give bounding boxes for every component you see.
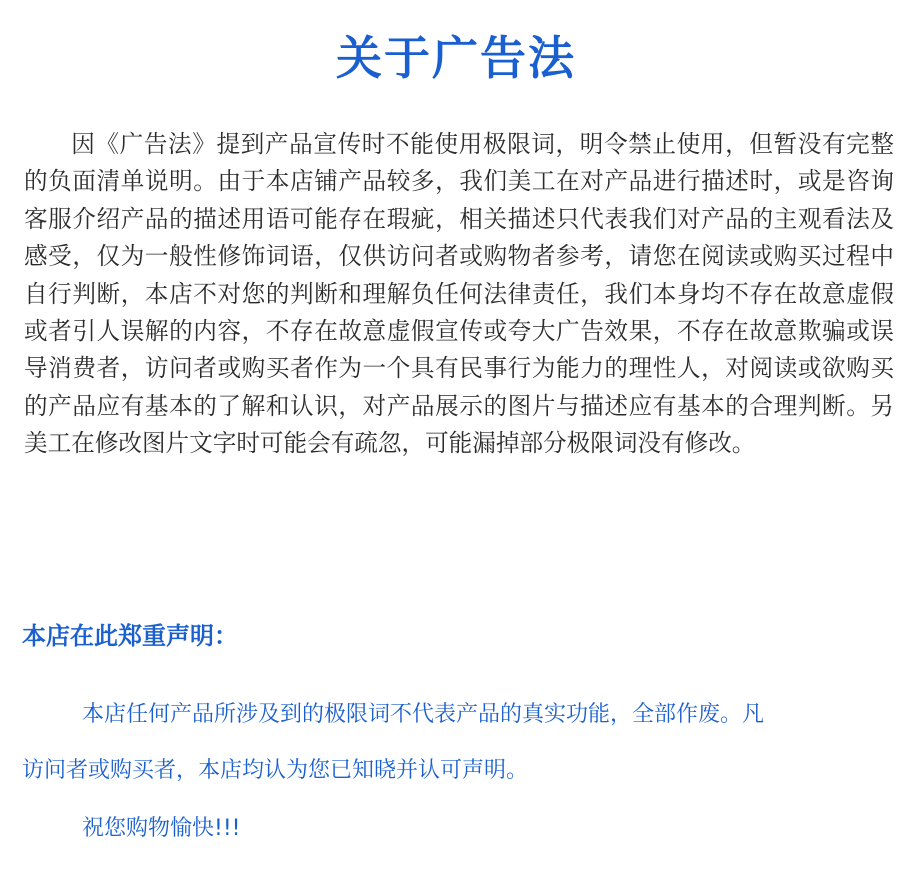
closing-greeting: 祝您购物愉快!!!: [82, 816, 241, 841]
statement-line-1: 本店任何产品所涉及到的极限词不代表产品的真实功能，全部作废。凡: [82, 702, 765, 727]
disclaimer-paragraph: 因《广告法》提到产品宣传时不能使用极限词，明令禁止使用，但暂没有完整的负面清单说明。由于本店铺产品较多，我们美工在对产品进行描述时，或是咨询客服介绍产品的描述用语可能存在瑕疵，相关描述只代表我们对产品的主观看法及感受，仅为一般性修饰词语，仅供访问者或购物者参考，请您在阅读或购买过程中自行判断，本店不对您的判断和理解负任何法律责任，我们本身均不存在故意虚假或者引人误解的内容，不存在故意虚假宣传或夸大广告效果，不存在故意欺骗或误导消费者，访问者或购买者作为一个具有民事行为能力的理性人，对阅读或欲购买的产品应有基本的了解和认识，对产品展示的图片与描述应有基本的合理判断。另美工在修改图片文字时可能会有疏忽，可能漏掉部分极限词没有修改。: [24, 130, 894, 458]
statement-heading: 本店在此郑重声明：: [22, 622, 238, 650]
page-title: 关于广告法: [336, 31, 576, 85]
statement-line-2: 访问者或购买者，本店均认为您已知晓并认可声明。: [22, 758, 529, 783]
